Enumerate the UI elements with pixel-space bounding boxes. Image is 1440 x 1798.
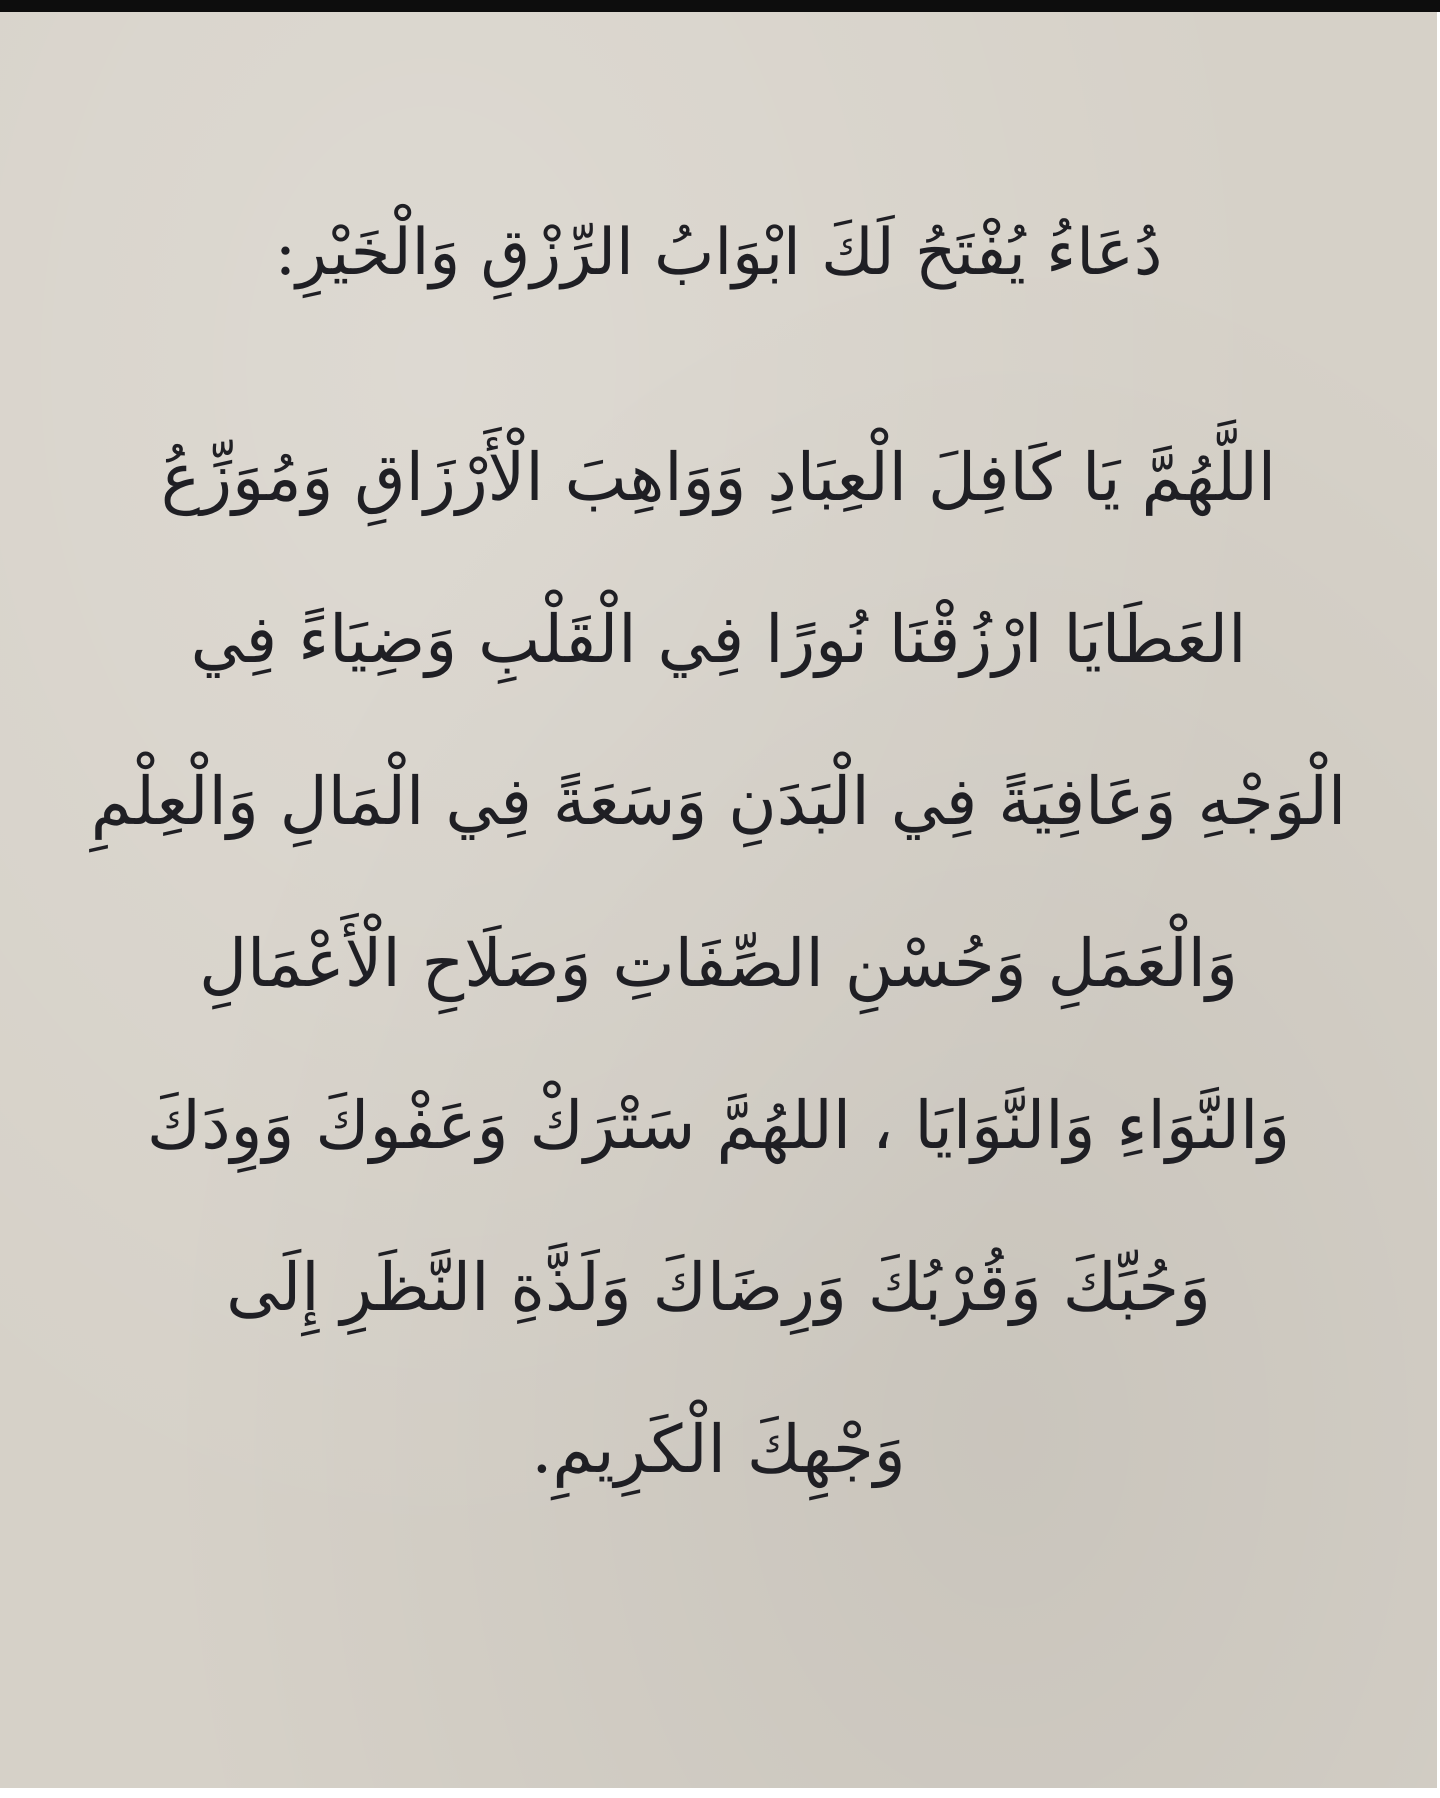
prayer-line-5: وَالنَّوَاءِ وَالنَّوَايَا ، اللهُمَّ سَتْرَكْ وَعَفْوكَ وَوِدَكَ xyxy=(146,1087,1291,1165)
prayer-text xyxy=(70,212,1367,1579)
top-border xyxy=(0,0,1440,12)
prayer-title: دُعَاءُ يُفْتَحُ لَكَ ابْوَابُ الرِّزْقِ وَالْخَيْرِ: xyxy=(274,216,1163,290)
prayer-line-6: وَحُبِّكَ وَقُرْبُكَ وَرِضَاكَ وَلَذَّةِ النَّظَرِ إِلَى xyxy=(226,1249,1211,1327)
paper-page xyxy=(0,12,1437,1788)
prayer-line-7: وَجْهِكَ الْكَرِيمِ. xyxy=(531,1411,906,1489)
prayer-line-1: اللَّهُمَّ يَا كَافِلَ الْعِبَادِ وَوَاهِبَ الْأَرْزَاقِ وَمُوَزِّعُ xyxy=(160,439,1277,517)
prayer-line-3: الْوَجْهِ وَعَافِيَةً فِي الْبَدَنِ وَسَعَةً فِي الْمَالِ وَالْعِلْمِ xyxy=(90,763,1347,841)
prayer-line-4: وَالْعَمَلِ وَحُسْنِ الصِّفَاتِ وَصَلَاحِ الْأَعْمَالِ xyxy=(199,925,1238,1003)
prayer-line-2: العَطَايَا ارْزُقْنَا نُورًا فِي الْقَلْبِ وَضِيَاءً فِي xyxy=(190,601,1247,679)
